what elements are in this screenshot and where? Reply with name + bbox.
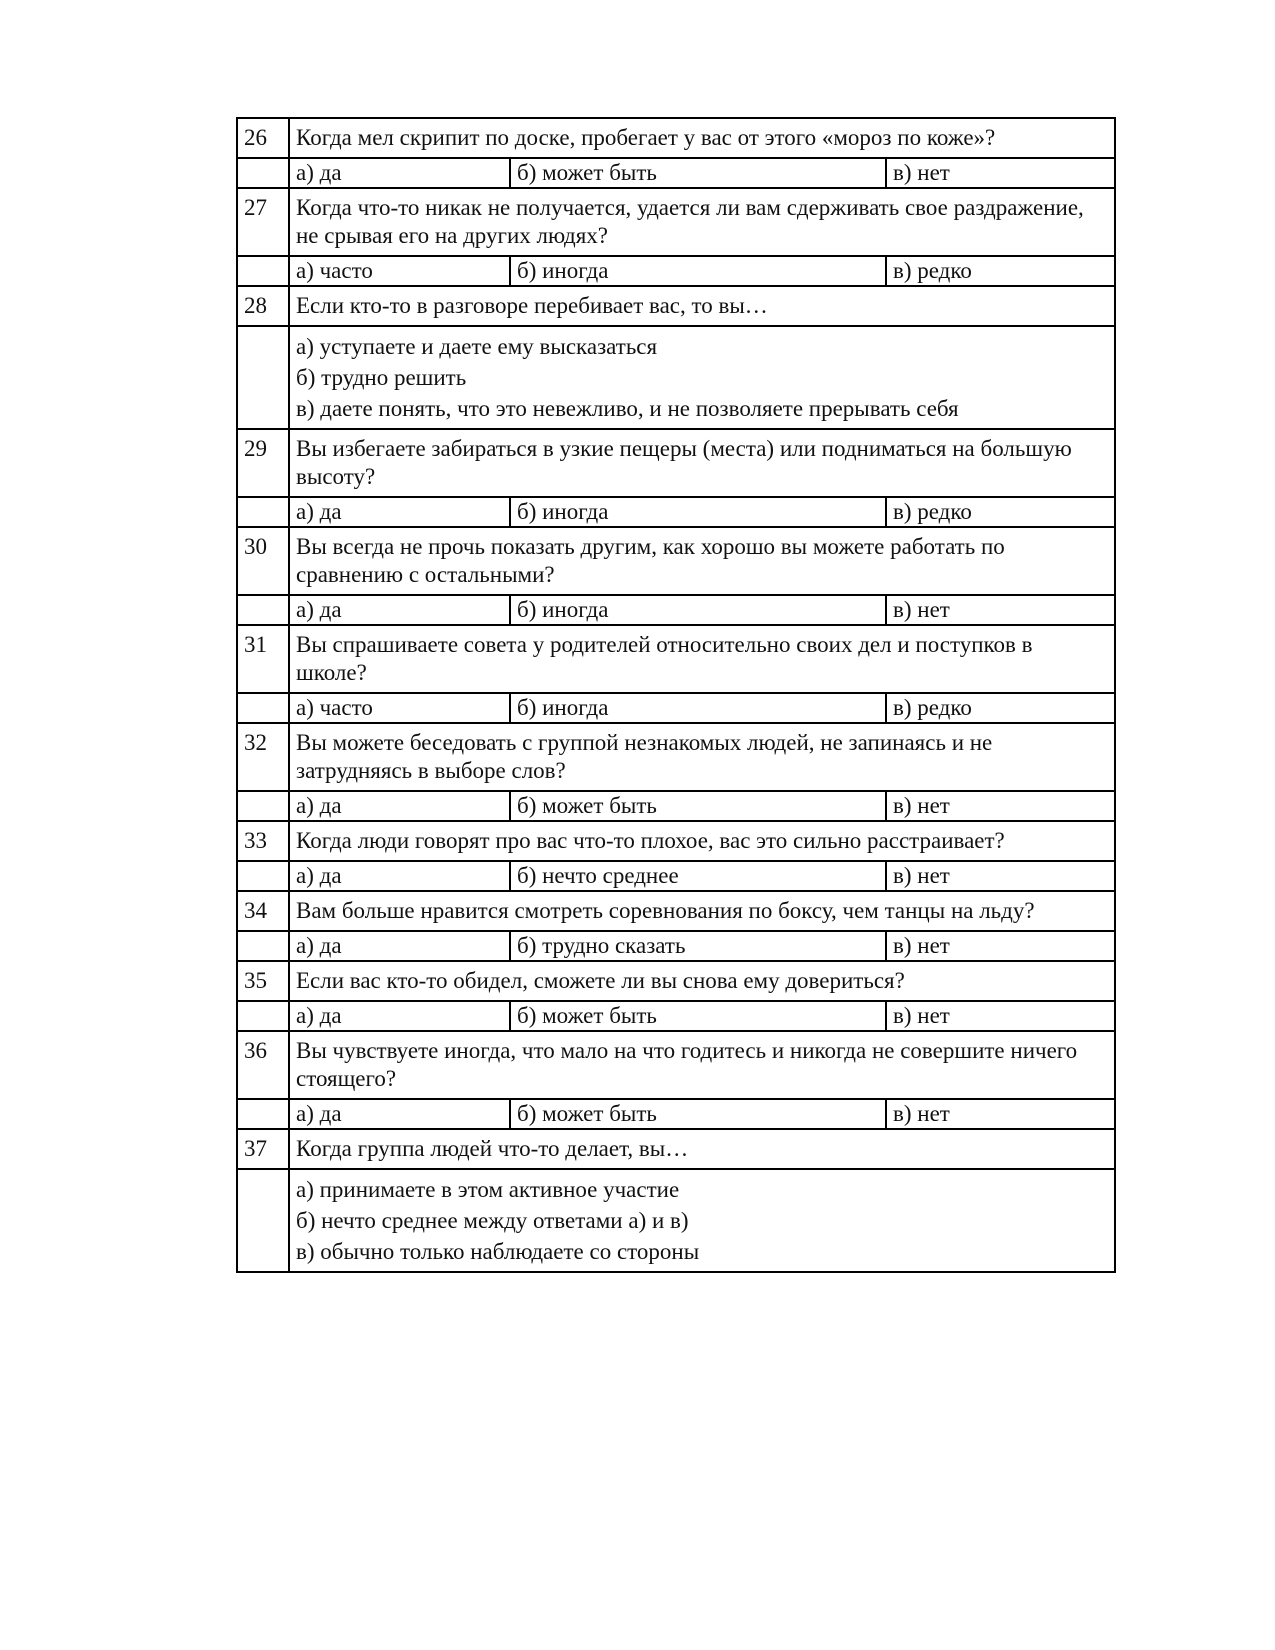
answer-option[interactable]: а) да	[289, 1099, 510, 1129]
question-text: Вам больше нравится смотреть соревнования по боксу, чем танцы на льду?	[289, 891, 1115, 931]
answer-option[interactable]: а) да	[289, 791, 510, 821]
blank-cell	[237, 693, 289, 723]
question-text: Вы спрашиваете совета у родителей относительно своих дел и поступков в школе?	[289, 625, 1115, 693]
answer-option[interactable]: б) иногда	[510, 595, 886, 625]
answer-option[interactable]: в) нет	[886, 595, 1115, 625]
question-number: 35	[237, 961, 289, 1001]
answer-option[interactable]: б) может быть	[510, 1099, 886, 1129]
blank-cell	[237, 931, 289, 961]
question-number: 37	[237, 1129, 289, 1169]
answer-option[interactable]: а) да	[289, 158, 510, 188]
question-number: 34	[237, 891, 289, 931]
question-row	[237, 821, 1115, 861]
answer-option[interactable]: в) нет	[886, 1001, 1115, 1031]
answer-option[interactable]: б) трудно сказать	[510, 931, 886, 961]
question-text: Вы чувствуете иногда, что мало на что годитесь и никогда не совершите ничего стоящего?	[289, 1031, 1115, 1099]
answer-option[interactable]: б) иногда	[510, 497, 886, 527]
question-number: 28	[237, 286, 289, 326]
options-row	[237, 791, 1115, 821]
answer-option[interactable]: а) принимаете в этом активное участие	[296, 1177, 680, 1202]
answer-option[interactable]: а) да	[289, 595, 510, 625]
question-row	[237, 429, 1115, 497]
options-row	[237, 595, 1115, 625]
answer-option[interactable]: б) иногда	[510, 256, 886, 286]
blank-cell	[237, 326, 289, 429]
options-row	[237, 256, 1115, 286]
blank-cell	[237, 791, 289, 821]
question-text: Вы всегда не прочь показать другим, как хорошо вы можете работать по сравнению с остальными?	[289, 527, 1115, 595]
options-row	[237, 1001, 1115, 1031]
answer-option[interactable]: б) нечто среднее	[510, 861, 886, 891]
question-row	[237, 1031, 1115, 1099]
answer-option[interactable]: а) да	[289, 861, 510, 891]
question-text: Вы можете беседовать с группой незнакомых людей, не запинаясь и не затрудняясь в выборе слов?	[289, 723, 1115, 791]
answer-option[interactable]: в) нет	[886, 1099, 1115, 1129]
question-text: Если вас кто-то обидел, сможете ли вы снова ему довериться?	[289, 961, 1115, 1001]
question-number: 31	[237, 625, 289, 693]
answer-option[interactable]: в) нет	[886, 158, 1115, 188]
question-text: Вы избегаете забираться в узкие пещеры (места) или подниматься на большую высоту?	[289, 429, 1115, 497]
answer-option[interactable]: в) нет	[886, 931, 1115, 961]
blank-cell	[237, 256, 289, 286]
options-row	[237, 693, 1115, 723]
question-number: 27	[237, 188, 289, 256]
question-number: 30	[237, 527, 289, 595]
options-row	[237, 931, 1115, 961]
question-text: Когда мел скрипит по доске, пробегает у вас от этого «мороз по коже»?	[289, 118, 1115, 158]
options-row	[237, 158, 1115, 188]
answer-option[interactable]: в) редко	[886, 497, 1115, 527]
answer-option[interactable]: б) может быть	[510, 1001, 886, 1031]
options-row	[237, 1169, 1115, 1272]
blank-cell	[237, 158, 289, 188]
options-row	[237, 1099, 1115, 1129]
question-row	[237, 625, 1115, 693]
answer-options-list	[289, 1169, 1115, 1272]
options-row	[237, 326, 1115, 429]
answer-option[interactable]: б) может быть	[510, 791, 886, 821]
question-row	[237, 723, 1115, 791]
question-text: Когда группа людей что-то делает, вы…	[289, 1129, 1115, 1169]
options-row	[237, 861, 1115, 891]
answer-option[interactable]: б) нечто среднее между ответами а) и в)	[296, 1208, 689, 1233]
options-row	[237, 497, 1115, 527]
answer-option[interactable]: б) иногда	[510, 693, 886, 723]
answer-option[interactable]: в) редко	[886, 256, 1115, 286]
answer-option[interactable]: а) часто	[289, 693, 510, 723]
question-number: 26	[237, 118, 289, 158]
answer-option[interactable]: б) трудно решить	[296, 365, 467, 390]
question-number: 36	[237, 1031, 289, 1099]
answer-option[interactable]: в) даете понять, что это невежливо, и не позволяете прерывать себя	[296, 396, 959, 421]
answer-option[interactable]: а) уступаете и даете ему высказаться	[296, 334, 658, 359]
answer-option[interactable]: а) да	[289, 497, 510, 527]
questionnaire-body	[237, 118, 1115, 1272]
answer-option[interactable]: а) да	[289, 931, 510, 961]
answer-option[interactable]: а) часто	[289, 256, 510, 286]
question-number: 32	[237, 723, 289, 791]
blank-cell	[237, 1099, 289, 1129]
question-text: Когда люди говорят про вас что-то плохое, вас это сильно расстраивает?	[289, 821, 1115, 861]
blank-cell	[237, 595, 289, 625]
blank-cell	[237, 497, 289, 527]
blank-cell	[237, 1001, 289, 1031]
question-row	[237, 188, 1115, 256]
question-row	[237, 286, 1115, 326]
blank-cell	[237, 1169, 289, 1272]
question-row	[237, 527, 1115, 595]
questionnaire-table	[236, 117, 1116, 1273]
answer-options-list	[289, 326, 1115, 429]
question-text: Если кто-то в разговоре перебивает вас, то вы…	[289, 286, 1115, 326]
question-row	[237, 1129, 1115, 1169]
question-row	[237, 891, 1115, 931]
answer-option[interactable]: а) да	[289, 1001, 510, 1031]
answer-option[interactable]: б) может быть	[510, 158, 886, 188]
answer-option[interactable]: в) редко	[886, 693, 1115, 723]
answer-option[interactable]: в) обычно только наблюдаете со стороны	[296, 1239, 700, 1264]
answer-option[interactable]: в) нет	[886, 791, 1115, 821]
question-row	[237, 118, 1115, 158]
answer-option[interactable]: в) нет	[886, 861, 1115, 891]
question-number: 29	[237, 429, 289, 497]
blank-cell	[237, 861, 289, 891]
question-number: 33	[237, 821, 289, 861]
question-row	[237, 961, 1115, 1001]
question-text: Когда что-то никак не получается, удается ли вам сдерживать свое раздражение, не срывая его на других людях?	[289, 188, 1115, 256]
